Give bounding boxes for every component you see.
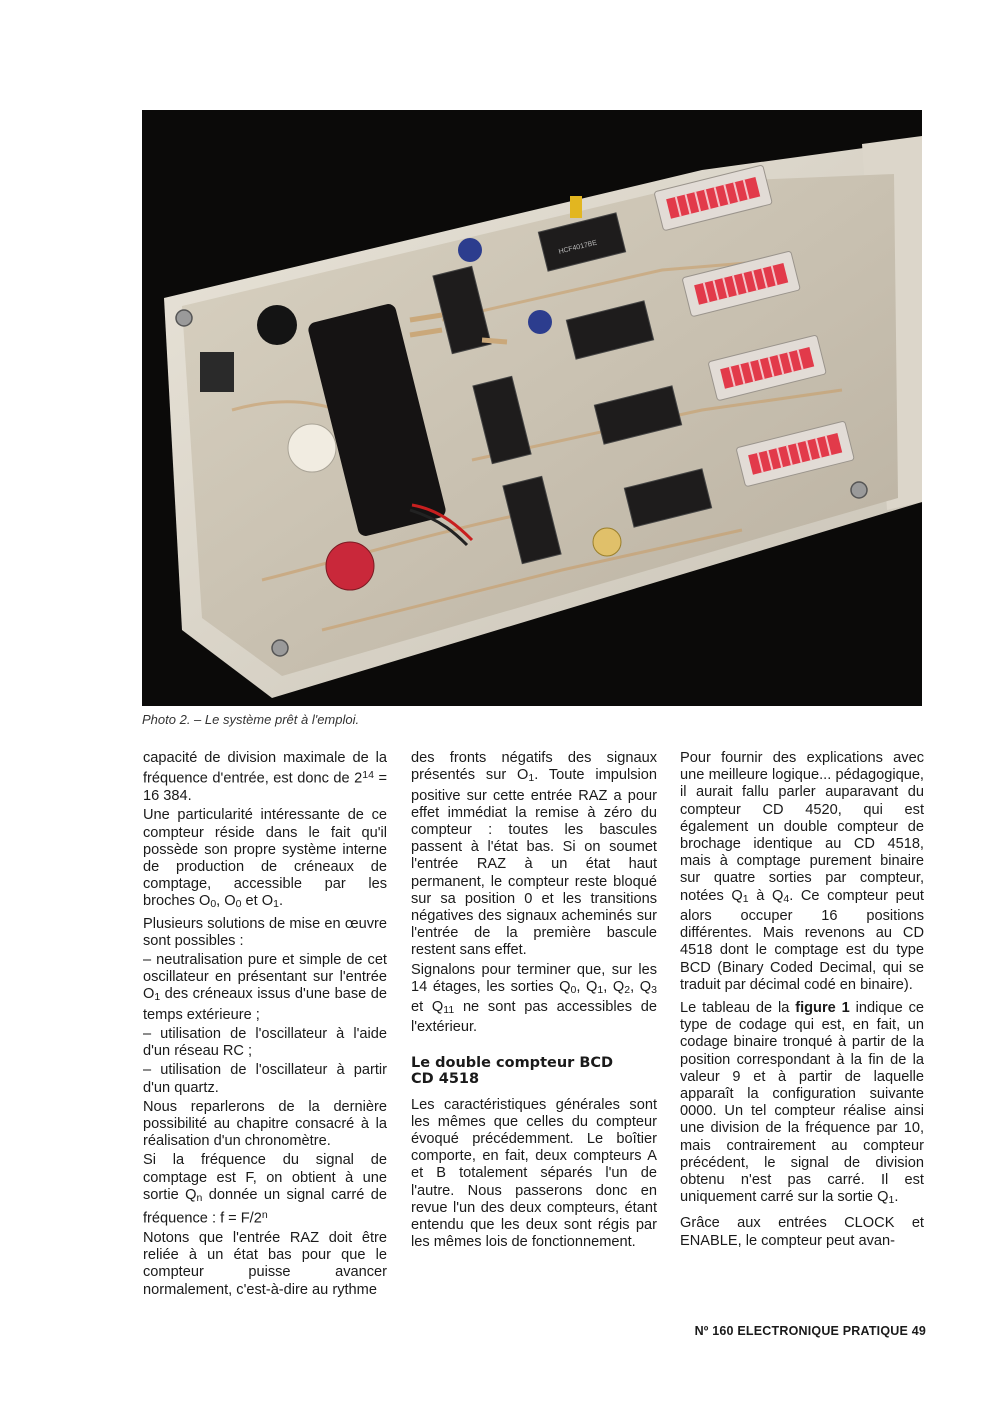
circuit-board-photo [142, 110, 922, 706]
push-button-red [326, 542, 374, 590]
paragraph: Si la fréquence du signal de comptage est F, on obtient à une sortie Qn donnée un signal carré de fréquence : $f = F/2^n$ [143, 1152, 387, 1227]
text-column-1 [143, 750, 387, 1301]
figure-reference: figure 1 [795, 999, 850, 1016]
paragraph: capacité de division maximale de la fréquence d'entrée, est donc de $2^{14} = 16$ 384. [143, 750, 388, 805]
text-column-2 [411, 750, 657, 1253]
photo-caption: Photo 2. – Le système prêt à l'emploi. [142, 712, 360, 727]
paragraph: Les caractéristiques générales sont les mêmes que celles du compteur évoqué précédemment. Le boîtier comporte, en fait, deux compteurs A et B totalement séparés l'un de l'autre. Nous passerons donc en revue l'un des deux compteurs, étant entendu que les deux sont régis par les mêmes lois de fonctionnement. [411, 1096, 657, 1251]
chip-label: HCF4017BE [557, 239, 598, 256]
paragraph: – neutralisation pure et simple de cet oscillateur en présentant sur l'entrée O1 des créneaux issus d'une base de temps extérieure ; [143, 952, 387, 1023]
paragraph: Nous reparlerons de la dernière possibilité au chapitre consacré à la réalisation d'un chronomètre. [143, 1098, 387, 1150]
section-heading: Le double compteur BCD CD 4518 [411, 1054, 614, 1087]
paragraph: Le tableau de la figure 1 indique ce type de codage qui est, en fait, un codage binaire tronqué à partir de la position correspondant à la fin de la valeur 9 et à partir de laquelle apparaît la configuration suivante 0000. Un tel compteur réalise ainsi une division de la fréquence par 10, mais contrairement au compteur précédent, le signal de division obtenu n'est pas carré. Il est uniquement carré sur la sortie Q1. [680, 999, 925, 1207]
push-button-black [257, 305, 297, 345]
paragraph: Signalons pour terminer que, sur les 14 étages, les sorties Q0, Q1, Q2, Q3 et Q11 ne sont pas accessibles de l'extérieur. [411, 961, 658, 1036]
paragraph: Une particularité intéressante de ce compteur réside dans le fait qu'il possède son propre système interne de production de créneaux de comptage, accessible par les broches O0, O0 et O1. [143, 807, 387, 911]
page-footer: Nº 160 ELECTRONIQUE PRATIQUE 49 [694, 1324, 926, 1338]
paragraph: Plusieurs solutions de mise en œuvre sont possibles : [143, 915, 387, 949]
circuit-board-illustration [142, 110, 922, 706]
paragraph: – utilisation de l'oscillateur à partir d'un quartz. [143, 1062, 387, 1096]
paragraph: Grâce aux entrées CLOCK et ENABLE, le compteur peut avan- [680, 1215, 924, 1249]
paragraph: Pour fournir des explications avec une meilleure logique... pédagogique, il aurait fallu parler auparavant du compteur CD 4520, qui est également un double compteur de brochage identique au CD 4518, mais à comptage purement binaire sur quatre sorties par compteur, notées Q1 à Q4. Ce compteur peut alors occuper 16 positions différentes. Mais revenons au CD 4518 dont le comptage est du type BCD (Binary Coded Decimal, qui se traduit par décimal codé en binaire). [680, 750, 924, 993]
push-button-white [288, 424, 336, 472]
paragraph: des fronts négatifs des signaux présentés sur O1. Toute impulsion positive sur cette entrée RAZ a pour effet immédiat la remise à zéro du compteur : toutes les bascules passent à l'état bas. Si on soumet l'entrée RAZ à un état haut permanent, le compteur reste bloqué sur sa position 0 et les transitions négatives des signaux acheminés sur l'entrée de la première bascule restent sans effet. [411, 750, 658, 959]
paragraph: – utilisation de l'oscillateur à l'aide d'un réseau RC ; [143, 1025, 387, 1060]
voltage-regulator [200, 352, 234, 392]
paragraph: Notons que l'entrée RAZ doit être reliée à un état bas pour que le compteur puisse avancer normalement, c'est-à-dire au rythme [143, 1230, 387, 1298]
text-column-3 [680, 750, 924, 1252]
